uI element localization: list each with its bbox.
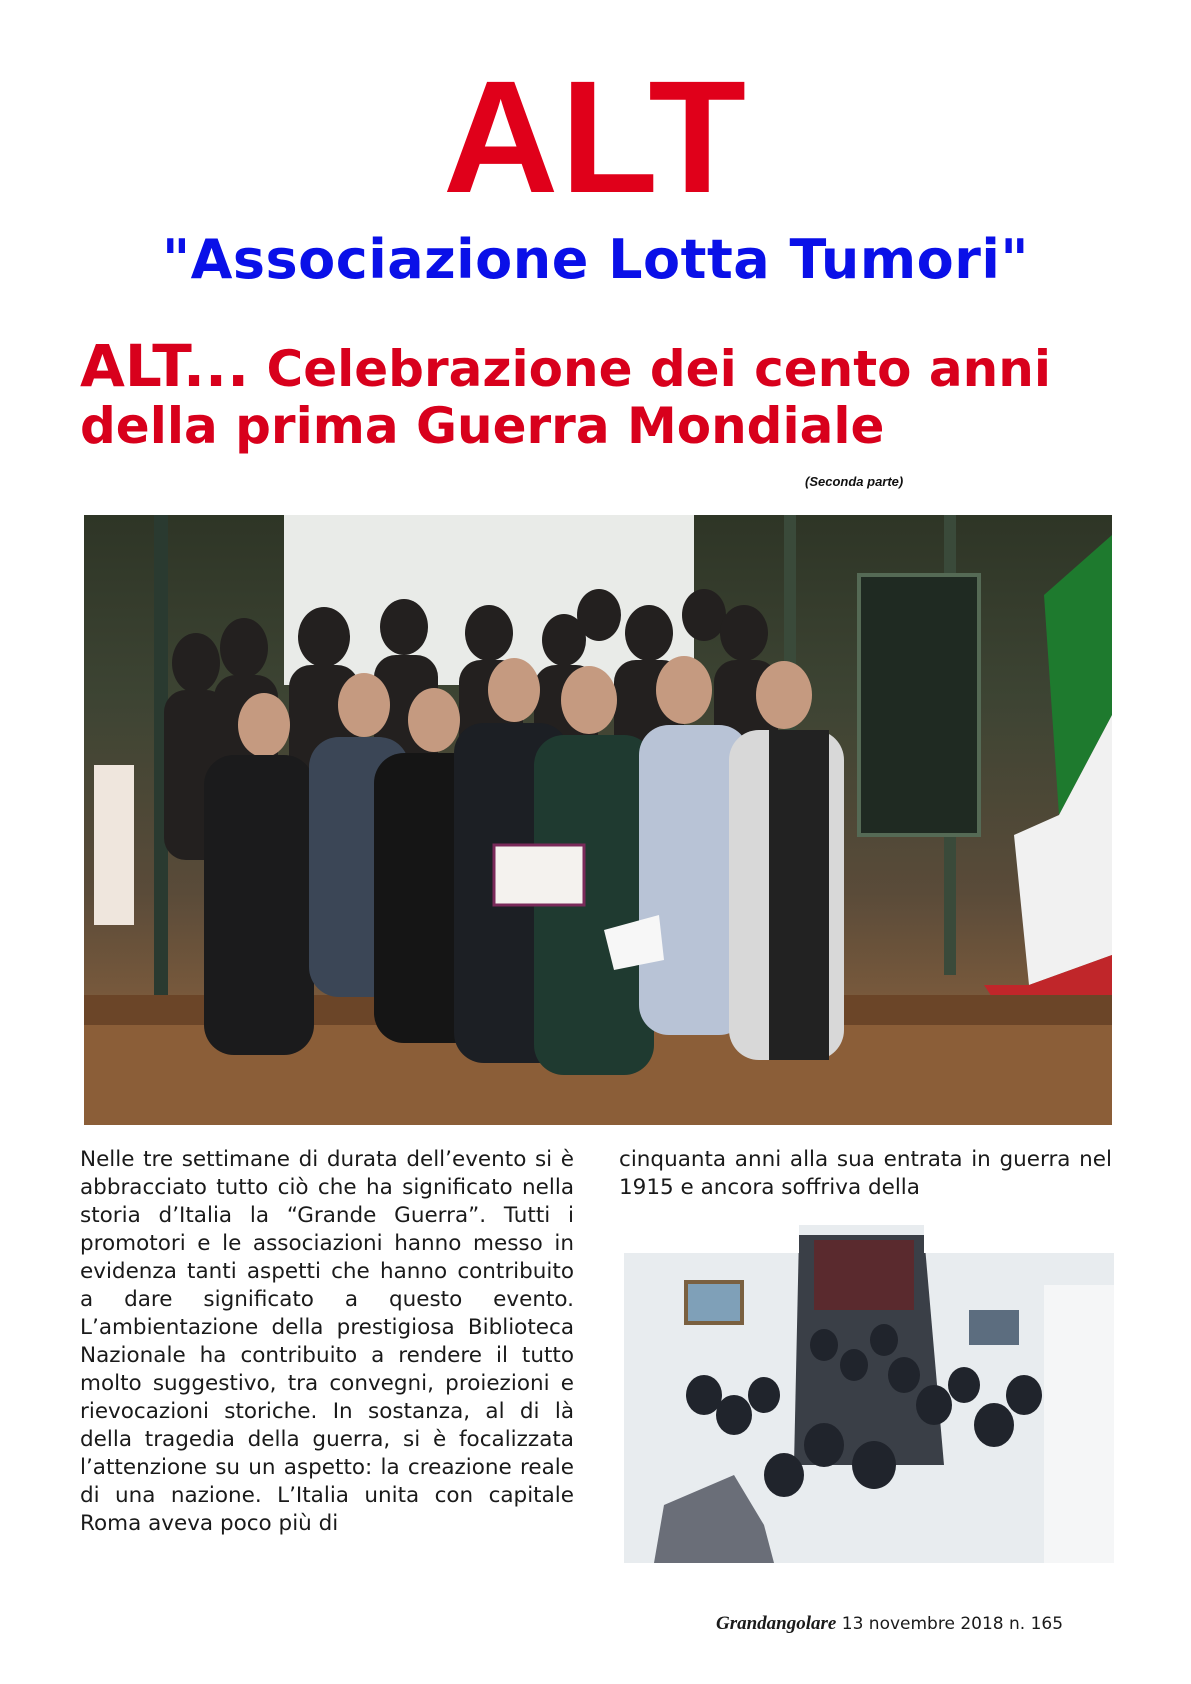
article-column-right: cinquanta anni alla sua entrata in guerra nel 1915 e ancora soffriva della bbox=[619, 1147, 1112, 1200]
publication-name: Grandangolare bbox=[716, 1613, 837, 1634]
headline-lead: ALT... bbox=[80, 332, 250, 400]
masthead-subtitle: "Associazione Lotta Tumori" bbox=[161, 228, 1030, 291]
headline-rest: Celebrazione dei cento anni della prima Guerra Mondiale bbox=[80, 340, 1052, 455]
article-kicker: (Seconda parte) bbox=[805, 474, 904, 489]
issue-info: 13 novembre 2018 n. 165 bbox=[841, 1614, 1064, 1634]
masthead-title: ALT bbox=[442, 47, 749, 226]
hall-photo bbox=[624, 1225, 1114, 1563]
article-column-left: Nelle tre settimane di durata dell’evento si è abbracciato tutto ciò che ha significato nella storia d’Italia la “Grande Guerra”. Tutti i promotori e le associazioni hanno messo in evidenza tanti aspetti che hanno contribuito a dare significato a questo evento. L’ambientazione della prestigiosa Biblioteca Nazionale ha contribuito a rendere il tutto molto suggestivo, tra convegni, proiezioni e rievocazioni storiche. In sostanza, al di là della tragedia della guerra, si è focalizzata l’attenzione su un aspetto: la creazione reale di una nazione. L’Italia unita con capitale Roma aveva poco più di bbox=[80, 1147, 574, 1536]
page-footer bbox=[716, 1613, 1116, 1635]
article-headline bbox=[80, 332, 1120, 455]
group-photo bbox=[84, 515, 1112, 1125]
